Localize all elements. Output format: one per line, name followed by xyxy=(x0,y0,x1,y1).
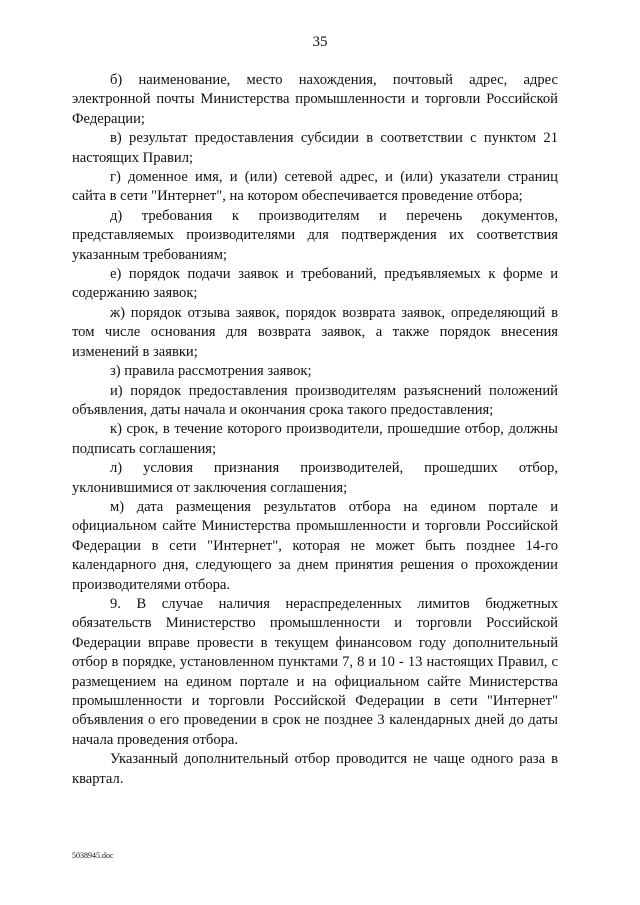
paragraph-9: 9. В случае наличия нераспределенных лимитов бюджетных обязательств Министерство промышленности и торговли Российской Федерации вправе провести в текущем финансовом году дополнительный отбор в порядке, установленном пунктами 7, 8 и 10 - 13 настоящих Правил, с размещением на едином портале и на официальном сайте Министерства промышленности и торговли Российской Федерации в сети "Интернет" объявления о его проведении в срок не позднее 3 календарных дней до даты начала проведения отбора. xyxy=(72,595,558,748)
paragraph-b: б) наименование, место нахождения, почтовый адрес, адрес электронной почты Министерства промышленности и торговли Российской Федерации; xyxy=(72,72,558,127)
paragraph-additional-selection: Указанный дополнительный отбор проводится не чаще одного раза в квартал. xyxy=(72,751,558,787)
paragraph-v: в) результат предоставления субсидии в соответствии с пунктом 21 настоящих Правил; xyxy=(72,130,558,166)
paragraph-k: к) срок, в течение которого производители, прошедшие отбор, должны подписать соглашения; xyxy=(72,421,558,457)
paragraph-l: л) условия признания производителей, прошедших отбор, уклонившимися от заключения соглашения; xyxy=(72,460,558,496)
paragraph-zh: ж) порядок отзыва заявок, порядок возврата заявок, определяющий в том числе основания для возврата заявок, а также порядок внесения изменений в заявки; xyxy=(72,304,558,360)
paragraph-m: м) дата размещения результатов отбора на едином портале и официальном сайте Министерства промышленности и торговли Российской Федерации в сети "Интернет", которая не может быть позднее 14-го календарного дня, следующего за днем принятия решения о прохождении производителями отбора. xyxy=(72,498,558,593)
document-file-reference: 5038945.doc xyxy=(72,851,114,860)
paragraph-d: д) требования к производителям и перечень документов, представляемых производителями для подтверждения их соответствия указанным требованиям; xyxy=(72,207,558,263)
paragraph-e: е) порядок подачи заявок и требований, предъявляемых к форме и содержанию заявок; xyxy=(72,266,558,302)
paragraph-g: г) доменное имя, и (или) сетевой адрес, и (или) указатели страниц сайта в сети "Интернет", на котором обеспечивается проведение отбора; xyxy=(72,169,558,205)
paragraph-z: з) правила рассмотрения заявок; xyxy=(110,363,312,380)
paragraph-i: и) порядок предоставления производителям разъяснений положений объявления, даты начала и окончания срока такого предоставления; xyxy=(72,382,558,418)
document-body xyxy=(72,71,558,789)
page-number: 35 xyxy=(312,34,328,50)
